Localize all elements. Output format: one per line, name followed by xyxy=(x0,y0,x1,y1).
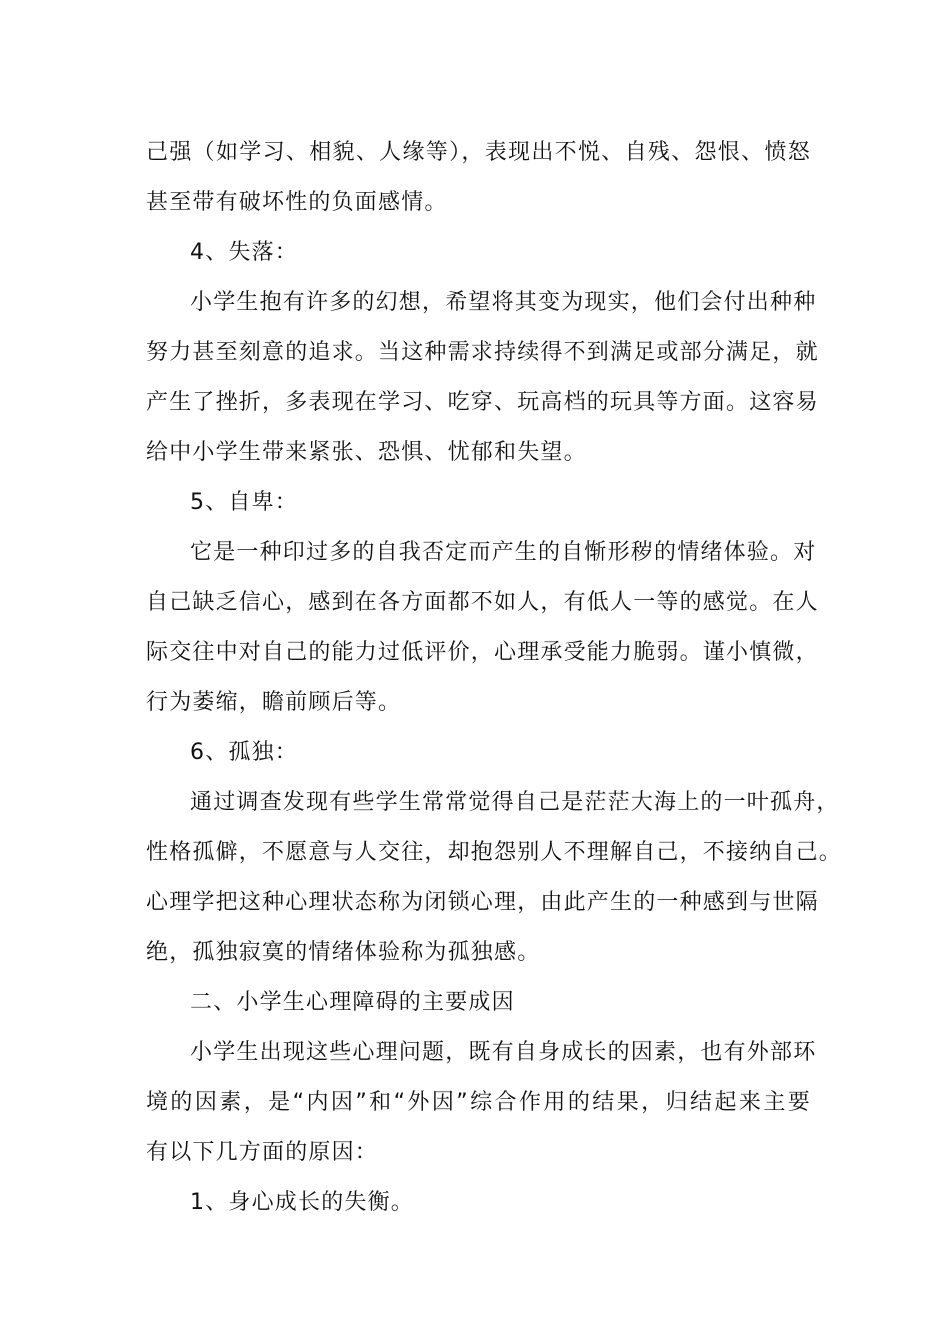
paragraph-line: 行为萎缩，瞻前顾后等。 xyxy=(146,690,402,715)
document-body xyxy=(146,128,843,1228)
paragraph-line: 境的因素，是“内因”和“外因”综合作用的结果，归结起来主要 xyxy=(146,1090,811,1115)
paragraph-line: 自己缺乏信心，感到在各方面都不如人，有低人一等的感觉。在人 xyxy=(146,590,819,615)
paragraph-line: 性格孤僻，不愿意与人交往，却抱怨别人不理解自己，不接纳自己。 xyxy=(146,840,843,865)
paragraph-line: 己强（如学习、相貌、人缘等），表现出不悦、自残、怨恨、愤怒 xyxy=(146,140,811,165)
section-heading: 二、小学生心理障碍的主要成因 xyxy=(190,990,515,1015)
paragraph-line: 产生了挫折，多表现在学习、吃穿、玩高档的玩具等方面。这容易 xyxy=(146,390,819,415)
section-heading: 4、失落： xyxy=(190,240,298,265)
paragraph-line: 有以下几方面的原因： xyxy=(146,1140,379,1165)
paragraph-line: 给中小学生带来紧张、恐惧、忧郁和失望。 xyxy=(146,440,587,465)
paragraph-line: 通过调查发现有些学生常常觉得自己是茫茫大海上的一叶孤舟， xyxy=(190,790,840,815)
section-heading: 1、身心成长的失衡。 xyxy=(190,1190,414,1215)
paragraph-line: 小学生抱有许多的幻想，希望将其变为现实，他们会付出种种 xyxy=(190,290,817,315)
section-heading: 5、自卑： xyxy=(190,490,298,515)
paragraph-line: 小学生出现这些心理问题，既有自身成长的因素，也有外部环 xyxy=(190,1040,817,1065)
section-heading: 6、孤独： xyxy=(190,740,298,765)
paragraph-line: 绝，孤独寂寞的情绪体验称为孤独感。 xyxy=(146,940,541,965)
paragraph-line: 甚至带有破坏性的负面感情。 xyxy=(146,190,448,215)
paragraph-line: 它是一种印过多的自我否定而产生的自惭形秽的情绪体验。对 xyxy=(190,540,817,565)
paragraph-line: 际交往中对自己的能力过低评价，心理承受能力脆弱。谨小慎微， xyxy=(146,640,819,665)
paragraph-line: 努力甚至刻意的追求。当这种需求持续得不到满足或部分满足，就 xyxy=(146,340,819,365)
paragraph-line: 心理学把这种心理状态称为闭锁心理，由此产生的一种感到与世隔 xyxy=(146,890,819,915)
